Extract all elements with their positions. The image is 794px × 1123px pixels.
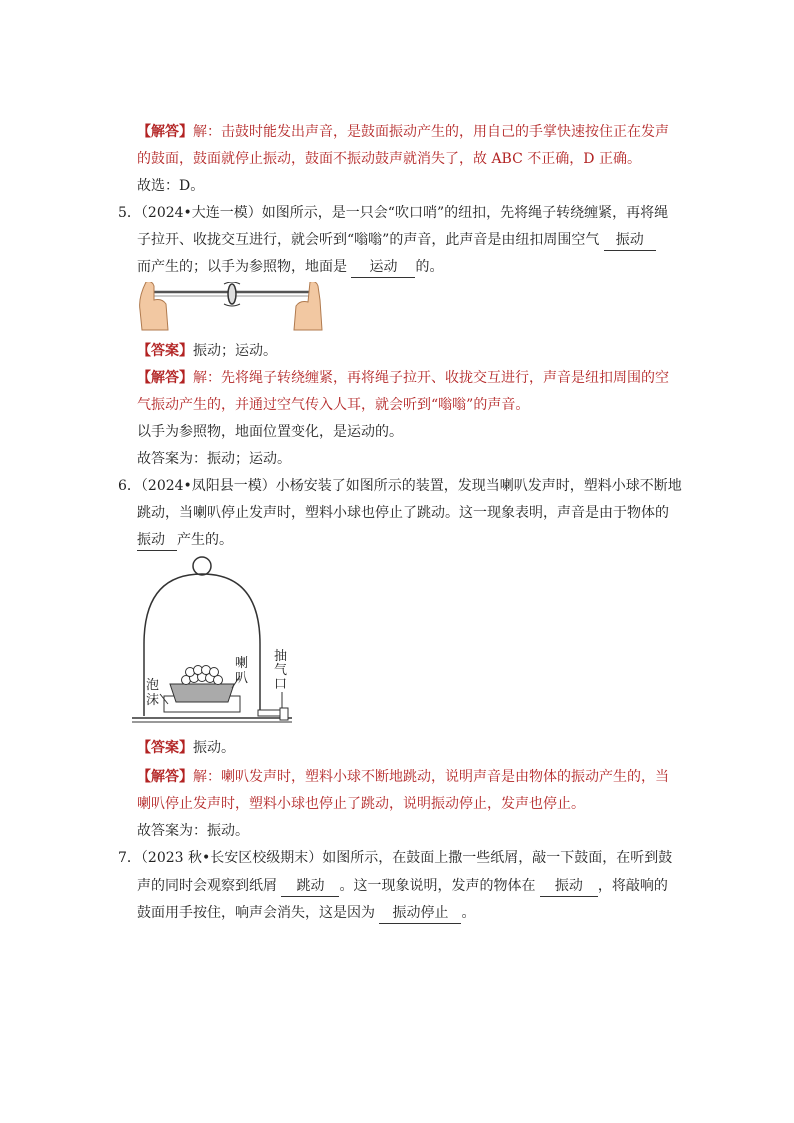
answer-tag: 【答案】 [137, 343, 193, 359]
q7-line3 [137, 903, 475, 924]
button-whistle-figure [138, 282, 328, 332]
q7-line1 [118, 848, 672, 868]
question-text: 。这一现象说明，发声的物体在 [339, 878, 536, 894]
answer-blank: 振动 [137, 530, 177, 551]
q6-analysis-line1 [137, 767, 669, 787]
q5-analysis-line1 [137, 368, 669, 388]
q5-line2 [137, 230, 656, 251]
analysis-tag: 【解答】 [137, 769, 193, 785]
q6-line3 [137, 530, 233, 551]
question-number: 7． [118, 850, 141, 866]
q5-answer [137, 341, 277, 361]
q6-line2: 跳动，当喇叭停止发声时，塑料小球也停止了跳动。这一现象表明，声音是由于物体的 [137, 505, 669, 521]
answer-blank: 运动 [351, 257, 415, 278]
q6-answer [137, 738, 235, 758]
question-text: 鼓面用手按住，响声会消失，这是因为 [137, 905, 375, 921]
answer-blank: 振动 [540, 876, 598, 897]
question-text: ，将敲响的 [597, 878, 668, 894]
foam-label: 泡 沫 [146, 678, 160, 708]
q6-analysis-line2: 喇叭停止发声时，塑料小球也停止了跳动，说明振动停止，发声也停止。 [137, 796, 585, 812]
q6-line1 [118, 476, 682, 496]
question-text: （2023 秋•长安区校级期末）如图所示，在鼓面上撒一些纸屑，敲一下鼓面，在听到鼓 [140, 850, 673, 866]
q6-conclusion: 故答案为：振动。 [137, 823, 249, 839]
answer-blank: 振动停止 [379, 903, 461, 924]
question-text: 的。 [415, 259, 444, 275]
question-number: 5． [118, 205, 141, 221]
q4-analysis-line1 [137, 122, 669, 142]
q5-analysis-line3: 以手为参照物，地面位置变化，是运动的。 [137, 424, 403, 440]
answer-text: 振动；运动。 [193, 343, 277, 359]
bell-jar-figure [132, 556, 302, 730]
answer-blank: 跳动 [281, 876, 339, 897]
answer-tag: 【答案】 [137, 740, 193, 756]
q4-analysis-line2: 的鼓面，鼓面就停止振动，鼓面不振动鼓声就消失了，故 ABC 不正确，D 正确。 [137, 151, 641, 167]
air-outlet-label: 抽 气 口 [274, 649, 288, 692]
analysis-text: 解：击鼓时能发出声音，是鼓面振动产生的，用自己的手掌快速按住正在发声 [193, 124, 669, 140]
question-text: 而产生的；以手为参照物，地面是 [137, 259, 347, 275]
answer-blank: 振动 [604, 230, 656, 251]
analysis-text: 解：先将绳子转绕缠紧，再将绳子拉开、收拢交互进行，声音是纽扣周围的空 [193, 370, 669, 386]
question-text: 。 [461, 905, 476, 921]
speaker-label: 喇 叭 [235, 656, 249, 686]
q7-line2 [137, 876, 668, 897]
q5-line1 [118, 203, 668, 223]
analysis-tag: 【解答】 [137, 370, 193, 386]
q5-analysis-line2: 气振动产生的，并通过空气传入人耳，就会听到“嗡嗡”的声音。 [137, 397, 530, 413]
question-text: 子拉开、收拢交互进行，就会听到“嗡嗡”的声音，此声音是由纽扣周围空气 [137, 232, 600, 248]
question-number: 6． [118, 478, 141, 494]
question-text: 声的同时会观察到纸屑 [137, 878, 277, 894]
question-text: （2024•大连一模）如图所示，是一只会“吹口哨”的纽扣，先将绳子转绕缠紧，再将绳 [140, 205, 669, 221]
analysis-text: 解：喇叭发声时，塑料小球不断地跳动，说明声音是由物体的振动产生的，当 [193, 769, 669, 785]
analysis-tag: 【解答】 [137, 124, 193, 140]
question-text: 产生的。 [177, 532, 233, 548]
q4-choice: 故选：D。 [137, 178, 205, 194]
question-text: （2024•凤阳县一模）小杨安装了如图所示的装置，发现当喇叭发声时，塑料小球不断地 [140, 478, 682, 494]
q5-line3 [137, 257, 443, 278]
q5-conclusion: 故答案为：振动；运动。 [137, 451, 291, 467]
answer-text: 振动。 [193, 740, 235, 756]
